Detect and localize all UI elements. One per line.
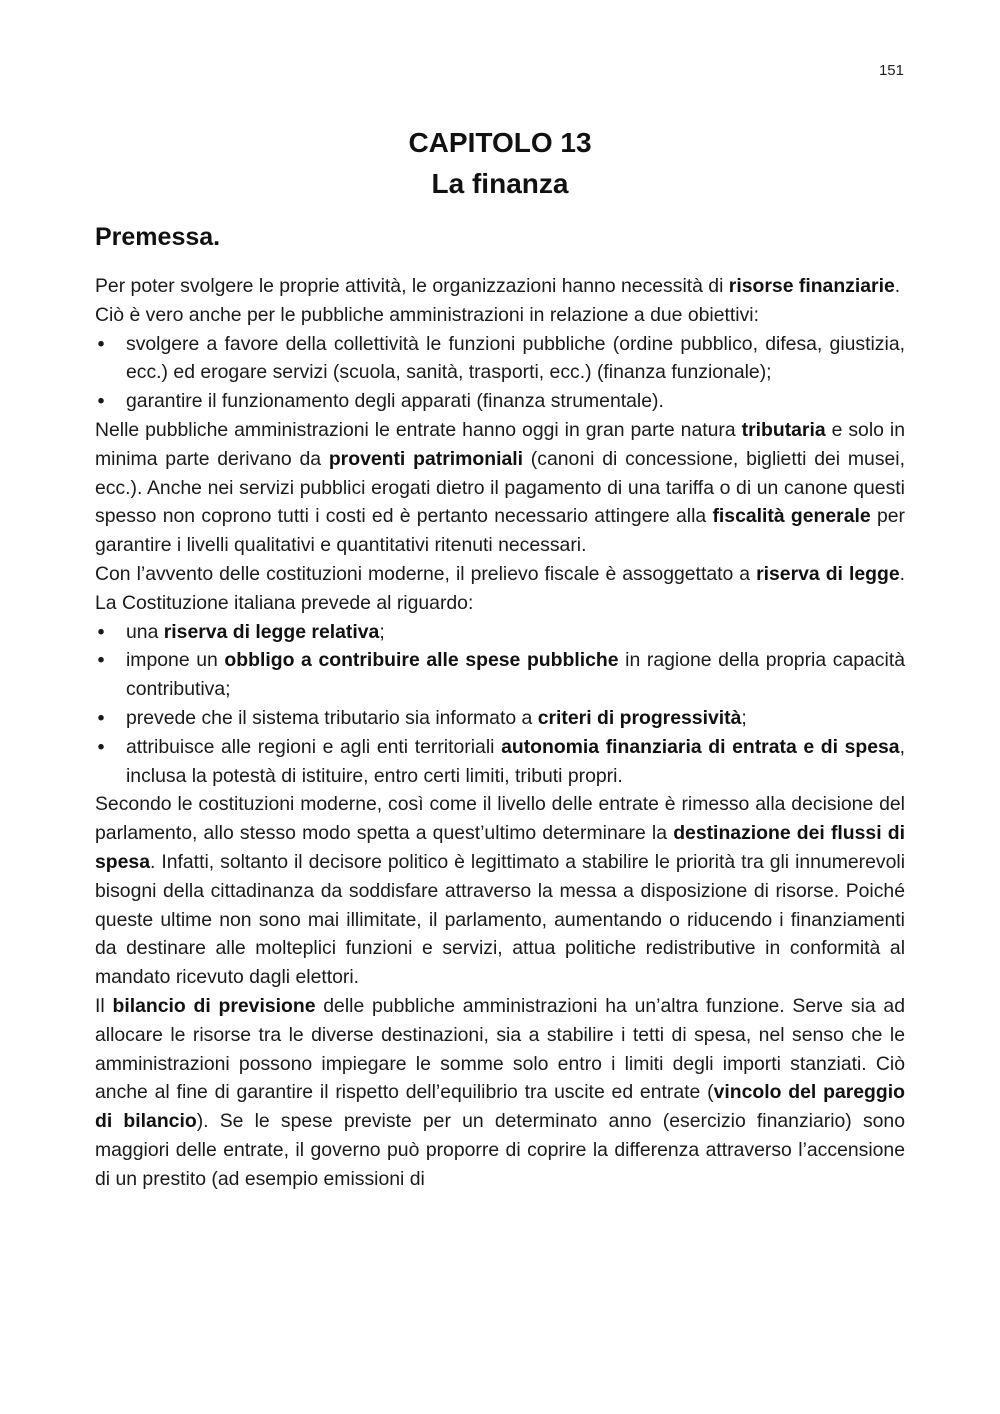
text-run: impone un (126, 649, 225, 672)
text-run: Il (95, 994, 113, 1017)
body-text (95, 272, 905, 1194)
list-item (95, 618, 905, 647)
text-run: prevede che il sistema tributario sia informato a (126, 706, 538, 729)
bold-term: criteri di progressività (537, 706, 742, 729)
chapter-title: La finanza (431, 168, 569, 199)
text-run: ). Se le spese previste per un determinato anno (esercizio finanziario) sono maggiori delle entrate, il governo può proporre di coprire la differenza attraverso l’accensione di un prestito (ad esempio emissioni di (95, 1110, 905, 1190)
text-run: ; (741, 706, 747, 729)
bullet-icon: • (97, 332, 105, 355)
bold-term: destinazione dei flussi di spesa (95, 822, 905, 873)
paragraph-2 (95, 301, 905, 330)
text-run: . (894, 275, 901, 297)
text-run: ; (379, 620, 385, 643)
bullet-icon: • (97, 735, 105, 758)
list-item-text: garantire il funzionamento degli apparati (finanza strumentale). (126, 390, 664, 413)
paragraph-4 (95, 560, 905, 618)
chapter-title-block (0, 122, 1000, 204)
text-run: Nelle pubbliche amministrazioni le entrate hanno oggi in gran parte natura (95, 418, 742, 441)
text-run: . La Costituzione italiana prevede al riguardo: (95, 562, 905, 614)
bold-term: bilancio di previsione (112, 994, 316, 1017)
list-item (95, 330, 905, 388)
bold-term: riserva di legge relativa (163, 620, 380, 643)
text-run: attribuisce alle regioni e agli enti territoriali (126, 735, 502, 758)
bullet-icon: • (97, 620, 105, 643)
text-run: Ciò è vero anche per le pubbliche amministrazioni in relazione a due obiettivi: (95, 303, 759, 326)
text-run: Secondo le costituzioni moderne, così come il livello delle entrate è rimesso alla decisione del parlamento, allo stesso modo spetta a quest’ultimo determinare la (95, 793, 905, 845)
bullet-icon: • (97, 706, 105, 729)
text-run: in ragione della propria capacità contributiva; (126, 649, 905, 701)
objectives-list (95, 330, 905, 416)
constitution-list (95, 618, 905, 791)
list-item (95, 646, 905, 704)
bold-term: proventi patrimoniali (328, 447, 524, 470)
bold-term: riserva di legge (756, 562, 900, 585)
section-heading: Premessa. (95, 223, 221, 251)
list-item (95, 387, 905, 416)
text-run: , inclusa la potestà di istituire, entro certi limiti, tributi propri. (126, 735, 905, 787)
paragraph-3 (95, 416, 905, 560)
text-run: e solo in minima parte derivano da (95, 418, 905, 470)
text-run: Per poter svolgere le proprie attività, le organizzazioni hanno necessità di (95, 275, 729, 297)
chapter-label: CAPITOLO 13 (408, 127, 592, 158)
paragraph-1 (95, 272, 905, 301)
text-run: delle pubbliche amministrazioni ha un’altra funzione. Serve sia ad allocare le risorse tra le diverse destinazioni, sia a stabilire i tetti di spesa, nel senso che le amministrazioni possono impiegare le somme solo entro i limiti degli importi stanziati. Ciò anche al fine di garantire il rispetto dell’equilibrio tra uscite ed entrate ( (95, 994, 905, 1104)
bold-term: obbligo a contribuire alle spese pubbliche (224, 649, 619, 672)
paragraph-5 (95, 790, 905, 992)
list-item (95, 733, 905, 791)
text-run: una (126, 620, 164, 643)
list-item-text: svolgere a favore della collettività le funzioni pubbliche (ordine pubblico, difesa, giustizia, ecc.) ed erogare servizi (scuola, sanità, trasporti, ecc.) (finanza funzionale); (126, 332, 905, 384)
text-run: . Infatti, soltanto il decisore politico è legittimato a stabilire le priorità tra gli innumerevoli bisogni della cittadinanza da soddisfare attraverso la messa a disposizione di risorse. Poiché queste ultime non sono mai illimitate, il parlamento, aumentando o riducendo i finanziamenti da destinare alle molteplici funzioni e servizi, attua politiche redistributive in conformità al mandato ricevuto dagli elettori. (95, 850, 905, 989)
text-run: (canoni di concessione, biglietti dei musei, ecc.). Anche nei servizi pubblici erogati dietro il pagamento di una tariffa o di un canone questi spesso non coprono tutti i costi ed è pertanto necessario attingere alla (95, 447, 906, 528)
bullet-icon: • (97, 649, 105, 672)
paragraph-6 (95, 992, 905, 1194)
bold-term: autonomia finanziaria di entrata e di spesa (501, 735, 900, 758)
bullet-icon: • (97, 390, 105, 413)
bold-term: vincolo del pareggio di bilancio (95, 1081, 905, 1133)
bold-term: tributaria (741, 418, 826, 441)
bold-term: fiscalità generale (712, 505, 871, 528)
text-run: per garantire i livelli qualitativi e quantitativi ritenuti necessari. (95, 505, 905, 557)
list-item (95, 704, 905, 733)
bold-term: risorse finanziarie (728, 275, 895, 297)
text-run: Con l’avvento delle costituzioni moderne, il prelievo fiscale è assoggettato a (95, 562, 757, 585)
page-number: 151 (878, 62, 904, 79)
